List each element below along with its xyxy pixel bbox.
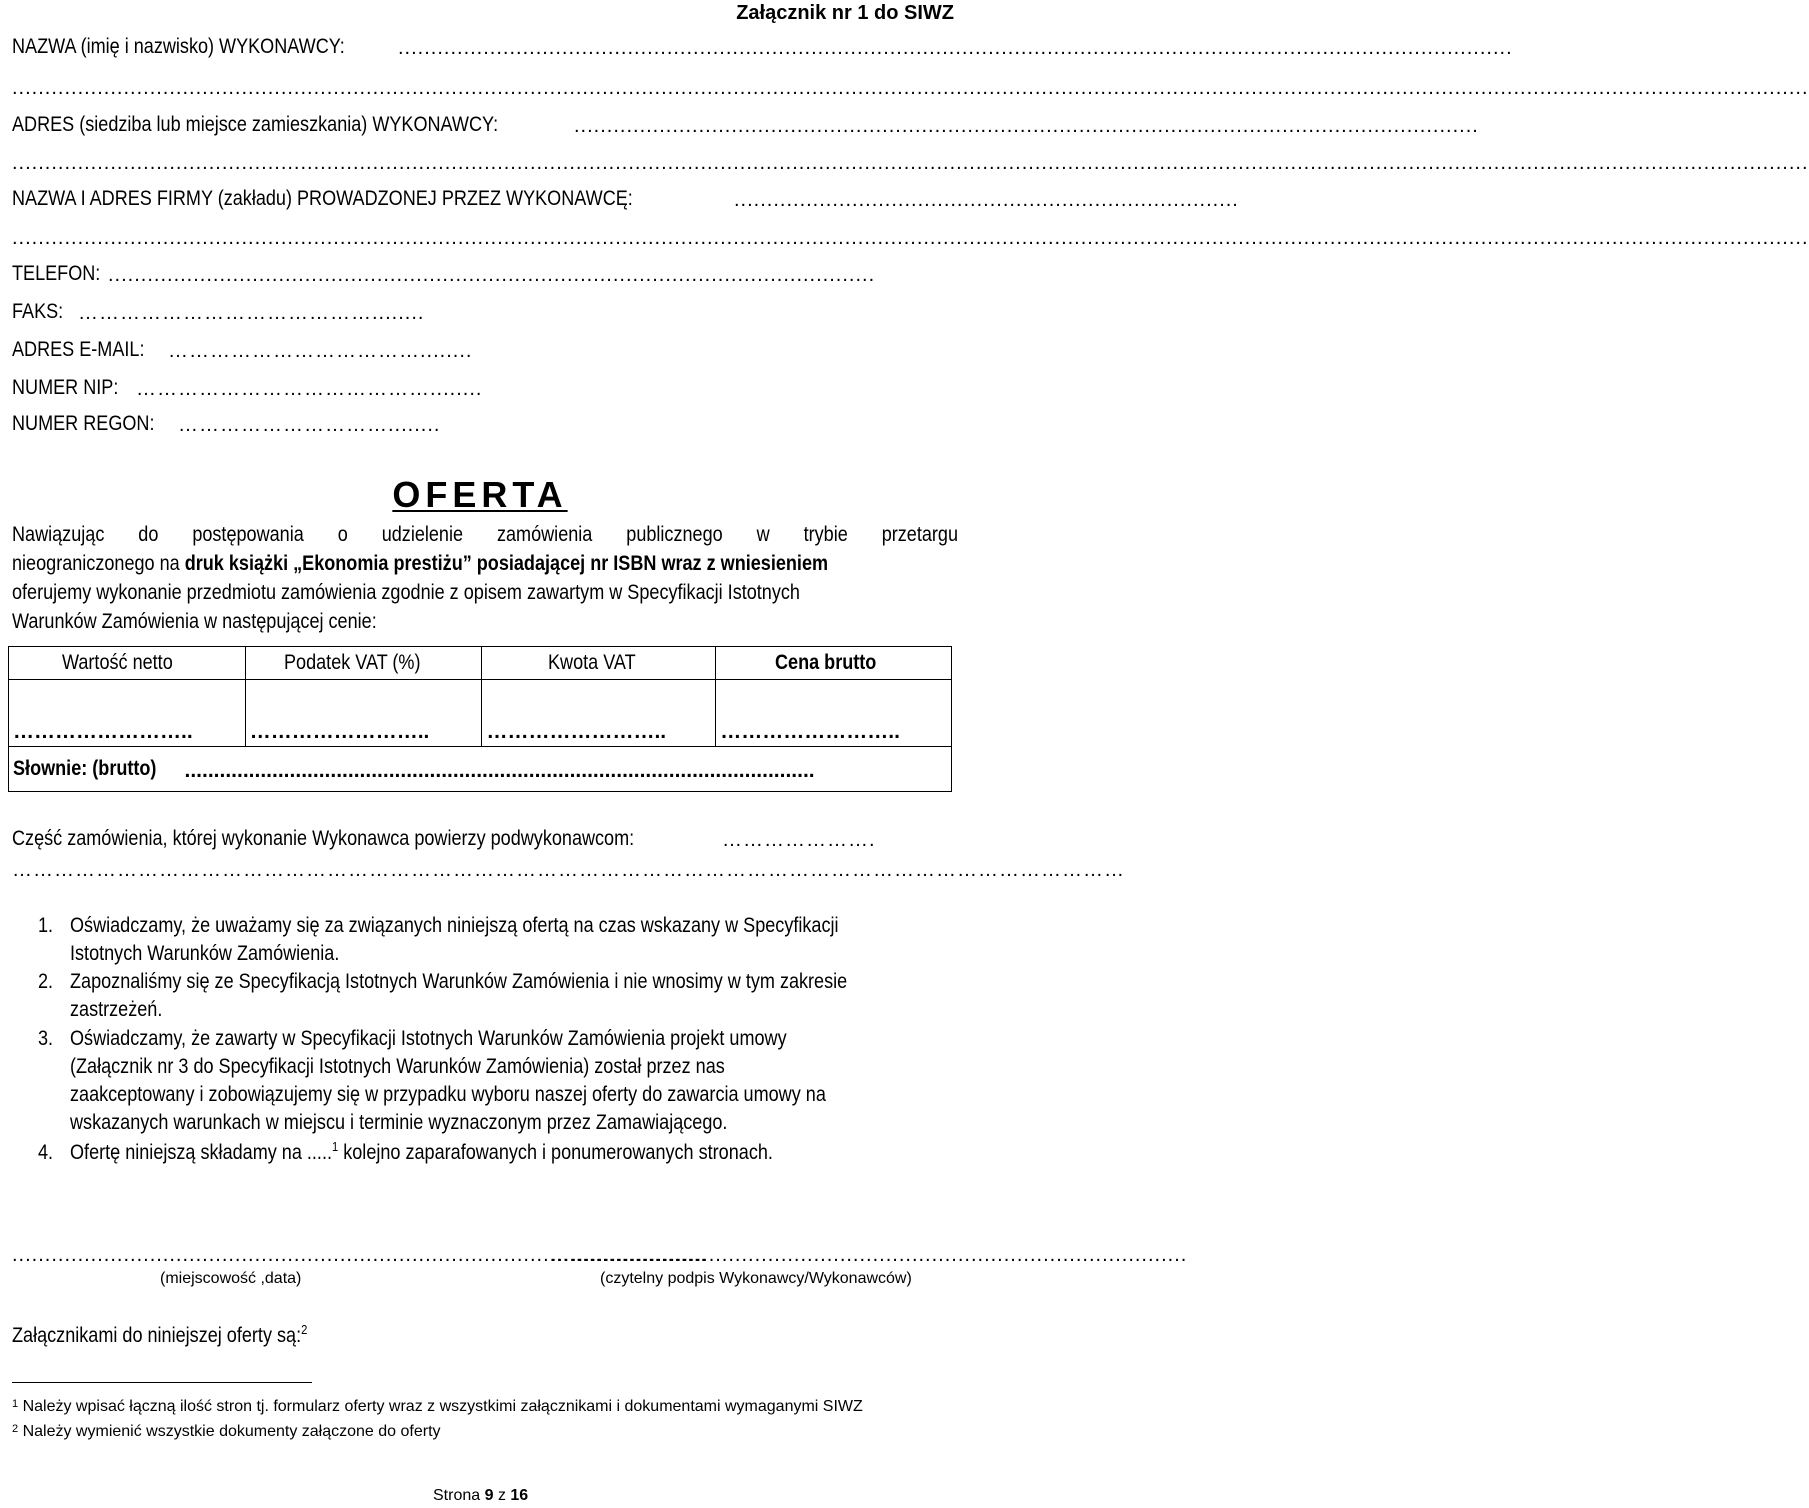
attachments-label: Załącznikami do niniejszej oferty są:$^2$ (12, 1322, 308, 1347)
declaration-2-line-1: Zapoznaliśmy się ze Specyfikacją Istotnych Warunków Zamówienia i nie wnosimy w tym zakresie (70, 970, 848, 993)
offer-title: OFERTA (392, 474, 568, 515)
regon-label: NUMER REGON: (12, 412, 155, 435)
email-label: ADRES E-MAIL: (12, 338, 145, 361)
intro-line-3: oferujemy wykonanie przedmiotu zamówienia zgodnie z opisem zawartym w Specyfikacji Istotnych (12, 581, 800, 604)
subcontract-field[interactable]: …………………. (722, 829, 876, 851)
contractor-address-field[interactable]: .......................................................................................................................................... (574, 115, 1479, 137)
contractor-name-field[interactable]: .......................................................................................................................................................................... (398, 37, 1513, 59)
intro-line-4: Warunków Zamówienia w następującej cenie: (12, 610, 377, 633)
declaration-2-line-2: zastrzeżeń. (70, 998, 163, 1021)
regon-field[interactable]: …………………………........ (178, 414, 441, 436)
email-field[interactable]: ………………………………........ (168, 340, 473, 362)
subcontract-field-cont[interactable]: …………………………………………………………………………………………………………………………………………… (12, 859, 1125, 881)
declaration-4-num: 4. (38, 1141, 54, 1164)
footnote-1: $^1$ Należy wpisać łączną ilość stron tj. formularz oferty wraz z wszystkimi załącznikami i dokumentami wymaganymi SIWZ (12, 1398, 863, 1415)
price-table (8, 646, 952, 792)
price-table-values (9, 680, 952, 747)
declaration-1-num: 1. (38, 914, 54, 937)
declaration-2-num: 2. (38, 970, 54, 993)
intro-line-1: Nawiązując do postępowania o udzielenie zamówienia publicznego w trybie przetargu (12, 523, 958, 546)
intro-line-2: nieograniczonego na druk książki „Ekonomia prestiżu” posiadającej nr ISBN wraz z wniesieniem (12, 552, 829, 575)
declaration-3-line-2: (Załącznik nr 3 do Specyfikacji Istotnych Warunków Zamówienia) został przez nas (70, 1055, 725, 1078)
page-number: Strona 9 z 16 (433, 1487, 529, 1504)
footnote-divider (12, 1382, 312, 1383)
header-gross-price: Cena brutto (716, 647, 952, 680)
phone-field[interactable]: ..................................................................................................................... (108, 264, 876, 286)
contractor-address-field-cont[interactable]: .................................................................................................................................................................................................................................................................................. (12, 152, 1809, 174)
contractor-name-field-cont[interactable]: .................................................................................................................................................................................................................................................................................. (12, 77, 1809, 99)
declaration-3-line-1: Oświadczamy, że zawarty w Specyfikacji Istotnych Warunków Zamówienia projekt umowy (70, 1027, 787, 1050)
fax-label: FAKS: (12, 300, 64, 323)
contractor-firm-field[interactable]: ............................................................................. (734, 189, 1239, 211)
declaration-3-line-4: wskazanych warunkach w miejscu i terminie wyznaczonym przez Zamawiającego. (70, 1111, 728, 1134)
contractor-firm-field-cont[interactable]: .................................................................................................................................................................................................................................................................................. (12, 227, 1809, 249)
contractor-firm-label: NAZWA I ADRES FIRMY (zakładu) PROWADZONEJ PRZEZ WYKONAWCĘ: (12, 187, 633, 210)
vat-rate-field[interactable]: …………………….. (245, 680, 482, 747)
declaration-3-line-3: zaakceptowany i zobowiązujemy się w przypadku wyboru naszej oferty do zawarcia umowy na (70, 1083, 826, 1106)
header-vat-amount: Kwota VAT (482, 647, 716, 680)
nip-label: NUMER NIP: (12, 376, 119, 399)
gross-price-field[interactable]: …………………….. (716, 680, 952, 747)
declaration-3-num: 3. (38, 1027, 54, 1050)
declaration-4-text: Ofertę niniejszą składamy na .....$^1$ kolejno zaparafowanych i ponumerowanych stronach. (70, 1139, 773, 1164)
gross-in-words-field[interactable]: Słownie: (brutto) ............................................................................................................ (9, 747, 952, 792)
price-table-header (9, 647, 952, 680)
header-vat-rate: Podatek VAT (%) (245, 647, 482, 680)
nip-field[interactable]: ……………………………………........ (136, 378, 483, 400)
footnote-2: $^2$ Należy wymienić wszystkie dokumenty załączone do oferty (12, 1423, 441, 1440)
price-table-words (9, 747, 952, 792)
signature-caption: (czytelny podpis Wykonawcy/Wykonawców) (600, 1270, 912, 1287)
subcontract-label: Część zamówienia, której wykonanie Wykonawca powierzy podwykonawcom: (12, 827, 635, 850)
contractor-address-label: ADRES (siedziba lub miejsce zamieszkania) WYKONAWCY: (12, 113, 499, 136)
declaration-1-line-1: Oświadczamy, że uważamy się za związanych niniejszą ofertą na czas wskazany w Specyfikacji (70, 914, 839, 937)
annex-label: Załącznik nr 1 do SIWZ (736, 2, 954, 24)
phone-label: TELEFON: (12, 262, 101, 285)
net-value-field[interactable]: …………………….. (9, 680, 246, 747)
vat-amount-field[interactable]: …………………….. (482, 680, 716, 747)
declaration-1-line-2: Istotnych Warunków Zamówienia. (70, 942, 340, 965)
fax-field[interactable]: ……………………………………........ (78, 302, 425, 324)
place-date-field[interactable]: .......................................................................................................... (12, 1244, 708, 1266)
signature-field[interactable]: ….............................................................................................. (550, 1244, 1188, 1266)
place-date-caption: (miejscowość ,data) (160, 1270, 302, 1287)
header-net-value: Wartość netto (9, 647, 246, 680)
contractor-name-label: NAZWA (imię i nazwisko) WYKONAWCY: (12, 35, 345, 58)
